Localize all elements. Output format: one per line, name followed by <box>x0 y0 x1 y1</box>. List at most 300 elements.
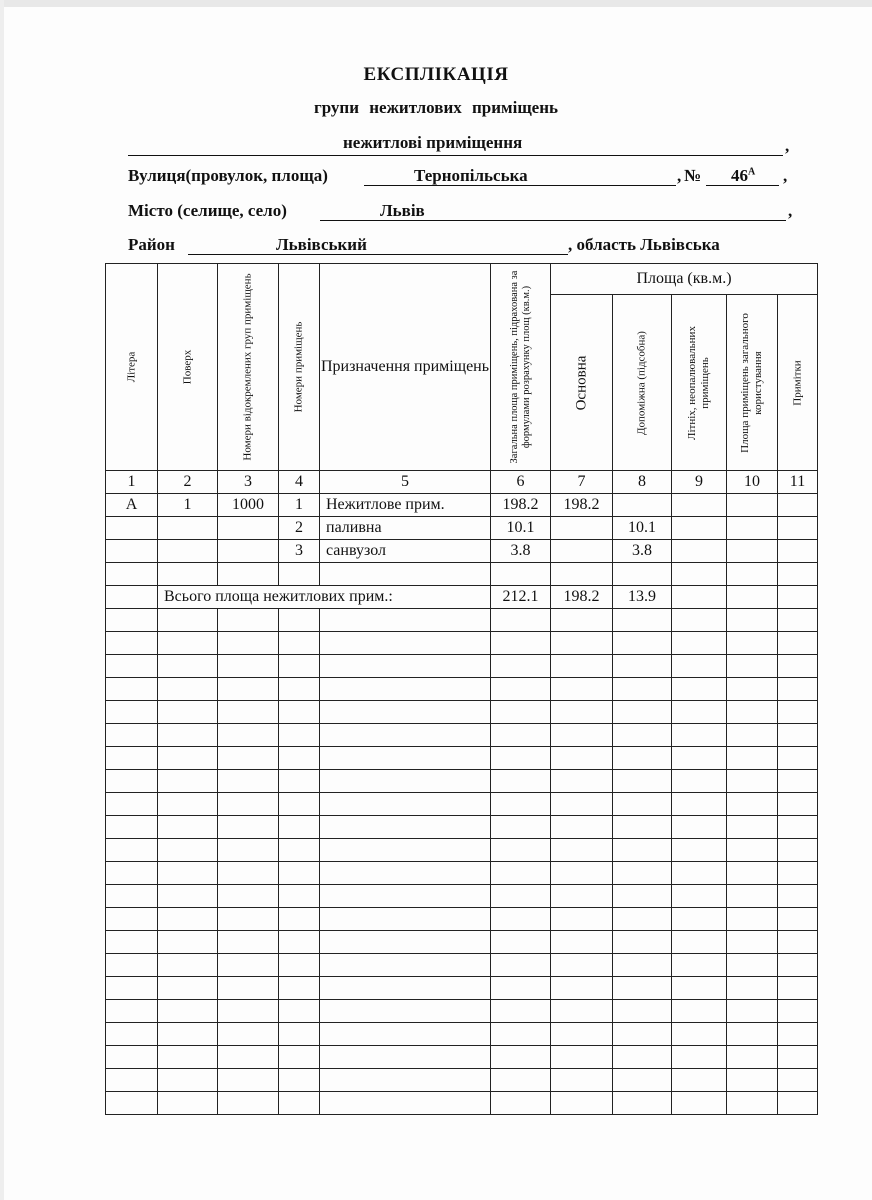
blank-row <box>106 908 818 931</box>
blank-cell <box>672 908 727 931</box>
blank-cell <box>727 632 778 655</box>
blank-cell <box>320 770 491 793</box>
blank-row <box>106 655 818 678</box>
blank-cell <box>218 678 279 701</box>
blank-cell <box>613 1092 672 1115</box>
blank-cell <box>727 724 778 747</box>
cell-purpose: паливна <box>320 517 491 540</box>
blank-cell <box>613 931 672 954</box>
blank-cell <box>106 632 158 655</box>
blank-cell <box>491 839 551 862</box>
blank-row <box>106 678 818 701</box>
cell-common-area <box>727 540 778 563</box>
blank-cell <box>106 862 158 885</box>
district-field <box>188 232 568 255</box>
blank-rows <box>106 609 818 1115</box>
header-floor-text: Поверх <box>181 349 193 385</box>
blank-row <box>106 977 818 1000</box>
blank-cell <box>778 816 818 839</box>
object-type-comma: , <box>785 136 790 155</box>
blank-cell <box>778 632 818 655</box>
blank-row <box>106 816 818 839</box>
blank-cell <box>320 977 491 1000</box>
blank-cell <box>491 701 551 724</box>
blank-cell <box>320 655 491 678</box>
blank-cell <box>778 954 818 977</box>
object-type-field <box>128 133 783 156</box>
cell-notes <box>778 494 818 517</box>
blank-cell <box>672 632 727 655</box>
blank-cell <box>158 793 218 816</box>
header-area-group: Площа (кв.м.) <box>551 264 818 295</box>
blank-cell <box>613 1000 672 1023</box>
blank-cell <box>778 1023 818 1046</box>
total-row <box>106 586 818 609</box>
blank-row <box>106 1092 818 1115</box>
blank-cell <box>218 655 279 678</box>
blank-cell <box>106 1046 158 1069</box>
blank-row <box>106 770 818 793</box>
blank-cell <box>491 770 551 793</box>
total-empty-cell <box>778 586 818 609</box>
total-aux-value: 13.9 <box>613 586 672 609</box>
blank-cell <box>778 1092 818 1115</box>
blank-cell <box>778 977 818 1000</box>
blank-cell <box>613 816 672 839</box>
column-number: 10 <box>727 471 778 494</box>
cell-common-area <box>727 517 778 540</box>
blank-cell <box>158 862 218 885</box>
blank-cell <box>320 678 491 701</box>
cell-aux-area <box>613 563 672 586</box>
blank-cell <box>672 793 727 816</box>
blank-cell <box>320 701 491 724</box>
blank-cell <box>491 1092 551 1115</box>
blank-cell <box>613 839 672 862</box>
district-value: Львівський <box>276 235 367 254</box>
blank-cell <box>613 655 672 678</box>
blank-cell <box>727 1092 778 1115</box>
blank-row <box>106 954 818 977</box>
document-title: ЕКСПЛІКАЦІЯ <box>363 64 509 85</box>
blank-cell <box>218 609 279 632</box>
blank-cell <box>727 1046 778 1069</box>
blank-cell <box>279 724 320 747</box>
blank-cell <box>320 816 491 839</box>
blank-cell <box>106 885 158 908</box>
blank-cell <box>279 655 320 678</box>
total-empty-cell <box>727 586 778 609</box>
blank-cell <box>218 747 279 770</box>
header-floor <box>158 264 218 471</box>
cell-total-area: 10.1 <box>491 517 551 540</box>
blank-cell <box>279 862 320 885</box>
blank-row <box>106 1023 818 1046</box>
blank-cell <box>279 632 320 655</box>
blank-cell <box>279 1000 320 1023</box>
blank-cell <box>727 1023 778 1046</box>
cell-room-number: 2 <box>279 517 320 540</box>
blank-cell <box>778 839 818 862</box>
blank-cell <box>106 839 158 862</box>
blank-row <box>106 839 818 862</box>
header-litera-text: Літера <box>125 351 137 383</box>
header-main-area <box>551 295 613 471</box>
blank-cell <box>158 770 218 793</box>
blank-cell <box>320 1069 491 1092</box>
cell-notes <box>778 517 818 540</box>
blank-cell <box>218 839 279 862</box>
blank-cell <box>778 931 818 954</box>
blank-cell <box>279 908 320 931</box>
header-notes <box>778 295 818 471</box>
blank-cell <box>551 632 613 655</box>
region-text: , область Львівська <box>568 235 720 254</box>
blank-cell <box>491 908 551 931</box>
street-label: Вулиця(провулок, площа) <box>128 166 328 185</box>
cell-litera: А <box>106 494 158 517</box>
blank-cell <box>613 1023 672 1046</box>
header-total-area-text: Загальна площа приміщень, підрахована за формулами розрахунку площ (кв.м.) <box>508 270 532 464</box>
blank-cell <box>672 862 727 885</box>
blank-cell <box>727 747 778 770</box>
cell-purpose: Нежитлове прим. <box>320 494 491 517</box>
blank-cell <box>672 816 727 839</box>
district-label: Район <box>128 235 175 254</box>
cell-aux-area <box>613 494 672 517</box>
blank-cell <box>218 770 279 793</box>
blank-cell <box>727 862 778 885</box>
blank-cell <box>613 1069 672 1092</box>
blank-cell <box>672 1046 727 1069</box>
number-superscript: А <box>748 166 756 178</box>
blank-cell <box>551 770 613 793</box>
cell-total-area: 3.8 <box>491 540 551 563</box>
blank-cell <box>672 931 727 954</box>
column-number: 11 <box>778 471 818 494</box>
blank-cell <box>727 977 778 1000</box>
blank-cell <box>491 609 551 632</box>
number-comma: , <box>783 166 788 185</box>
blank-cell <box>218 885 279 908</box>
cell-summer-area <box>672 563 727 586</box>
blank-cell <box>320 793 491 816</box>
header-group-numbers <box>218 264 279 471</box>
blank-cell <box>778 747 818 770</box>
blank-cell <box>158 1046 218 1069</box>
blank-cell <box>491 1069 551 1092</box>
explication-table <box>105 263 818 1115</box>
blank-cell <box>491 747 551 770</box>
cell-summer-area <box>672 494 727 517</box>
blank-cell <box>218 931 279 954</box>
blank-cell <box>613 678 672 701</box>
cell-notes <box>778 540 818 563</box>
column-number: 3 <box>218 471 279 494</box>
blank-cell <box>320 1000 491 1023</box>
blank-cell <box>106 770 158 793</box>
blank-cell <box>551 839 613 862</box>
blank-cell <box>106 793 158 816</box>
blank-cell <box>613 770 672 793</box>
cell-purpose: санвузол <box>320 540 491 563</box>
blank-cell <box>613 701 672 724</box>
header-summer-area-text: Літніх, неопалювальних приміщень <box>686 325 711 440</box>
blank-cell <box>320 954 491 977</box>
blank-cell <box>672 954 727 977</box>
header-litera <box>106 264 158 471</box>
blank-cell <box>551 655 613 678</box>
blank-cell <box>158 839 218 862</box>
blank-cell <box>551 724 613 747</box>
blank-cell <box>613 977 672 1000</box>
city-comma: , <box>788 201 793 220</box>
blank-cell <box>106 1092 158 1115</box>
blank-cell <box>158 1023 218 1046</box>
blank-cell <box>320 1092 491 1115</box>
blank-cell <box>158 609 218 632</box>
blank-cell <box>491 1023 551 1046</box>
blank-cell <box>158 885 218 908</box>
blank-cell <box>551 701 613 724</box>
blank-cell <box>672 1069 727 1092</box>
cell-aux-area: 3.8 <box>613 540 672 563</box>
blank-cell <box>672 839 727 862</box>
cell-floor: 1 <box>158 494 218 517</box>
street-value: Тернопільська <box>414 166 528 185</box>
blank-cell <box>320 885 491 908</box>
column-number: 4 <box>279 471 320 494</box>
blank-cell <box>106 655 158 678</box>
header-room-numbers-text: Номери приміщень <box>292 321 305 413</box>
blank-cell <box>158 724 218 747</box>
total-main-value: 198.2 <box>551 586 613 609</box>
blank-cell <box>672 747 727 770</box>
blank-cell <box>279 1046 320 1069</box>
column-number: 9 <box>672 471 727 494</box>
blank-cell <box>551 908 613 931</box>
cell-total-area: 198.2 <box>491 494 551 517</box>
blank-cell <box>727 1000 778 1023</box>
blank-cell <box>158 747 218 770</box>
blank-row <box>106 1069 818 1092</box>
blank-cell <box>778 655 818 678</box>
cell-notes <box>778 563 818 586</box>
blank-cell <box>279 793 320 816</box>
blank-cell <box>551 977 613 1000</box>
blank-cell <box>491 816 551 839</box>
blank-cell <box>158 954 218 977</box>
blank-row <box>106 632 818 655</box>
blank-cell <box>106 724 158 747</box>
blank-cell <box>279 977 320 1000</box>
header-aux-area-text: Допоміжна (підсобна) <box>635 330 648 435</box>
blank-cell <box>158 931 218 954</box>
blank-cell <box>279 1069 320 1092</box>
blank-cell <box>158 1069 218 1092</box>
blank-cell <box>279 701 320 724</box>
blank-cell <box>778 701 818 724</box>
blank-cell <box>158 1092 218 1115</box>
cell-floor <box>158 517 218 540</box>
blank-cell <box>551 1000 613 1023</box>
blank-cell <box>279 770 320 793</box>
blank-cell <box>106 1069 158 1092</box>
blank-cell <box>491 724 551 747</box>
blank-cell <box>551 862 613 885</box>
blank-cell <box>106 908 158 931</box>
total-empty-cell <box>672 586 727 609</box>
cell-room-number <box>279 563 320 586</box>
cell-main-area <box>551 517 613 540</box>
blank-cell <box>158 632 218 655</box>
blank-cell <box>778 908 818 931</box>
blank-cell <box>491 1046 551 1069</box>
blank-cell <box>218 701 279 724</box>
blank-cell <box>320 724 491 747</box>
blank-cell <box>551 931 613 954</box>
blank-cell <box>218 1069 279 1092</box>
blank-cell <box>279 931 320 954</box>
blank-cell <box>218 1000 279 1023</box>
blank-cell <box>218 793 279 816</box>
blank-cell <box>491 931 551 954</box>
blank-cell <box>218 977 279 1000</box>
cell-room-number: 3 <box>279 540 320 563</box>
blank-cell <box>320 1046 491 1069</box>
header-notes-text: Примітки <box>791 359 803 406</box>
cell-summer-area <box>672 540 727 563</box>
blank-cell <box>727 885 778 908</box>
blank-cell <box>279 885 320 908</box>
header-group-numbers-text: Номери відокремлених груп приміщень <box>241 273 254 461</box>
blank-cell <box>551 793 613 816</box>
blank-cell <box>551 1092 613 1115</box>
blank-cell <box>613 609 672 632</box>
blank-cell <box>778 609 818 632</box>
table-row <box>106 540 818 563</box>
blank-cell <box>778 885 818 908</box>
total-label: Всього площа нежитлових прим.: <box>158 586 491 609</box>
blank-cell <box>778 1069 818 1092</box>
blank-cell <box>551 1046 613 1069</box>
blank-cell <box>727 839 778 862</box>
blank-cell <box>727 701 778 724</box>
cell-floor <box>158 563 218 586</box>
blank-cell <box>491 632 551 655</box>
column-number-row <box>106 471 818 494</box>
blank-cell <box>778 793 818 816</box>
header-main-area-text: Основна <box>573 355 589 410</box>
blank-cell <box>158 678 218 701</box>
blank-cell <box>158 908 218 931</box>
blank-cell <box>106 609 158 632</box>
blank-cell <box>218 908 279 931</box>
cell-purpose <box>320 563 491 586</box>
blank-cell <box>106 977 158 1000</box>
blank-cell <box>158 655 218 678</box>
blank-cell <box>320 632 491 655</box>
blank-cell <box>158 701 218 724</box>
blank-cell <box>613 862 672 885</box>
city-field <box>320 198 786 221</box>
blank-cell <box>672 770 727 793</box>
cell-group-number <box>218 563 279 586</box>
blank-row <box>106 701 818 724</box>
blank-cell <box>106 678 158 701</box>
cell-main-area <box>551 540 613 563</box>
blank-cell <box>551 816 613 839</box>
blank-cell <box>672 724 727 747</box>
blank-cell <box>613 632 672 655</box>
cell-main-area <box>551 563 613 586</box>
blank-cell <box>320 839 491 862</box>
city-value: Львів <box>380 201 425 220</box>
blank-cell <box>672 977 727 1000</box>
blank-cell <box>727 1069 778 1092</box>
blank-row <box>106 724 818 747</box>
blank-cell <box>551 747 613 770</box>
blank-cell <box>551 954 613 977</box>
blank-cell <box>158 816 218 839</box>
blank-row <box>106 931 818 954</box>
header-purpose: Призначення приміщень <box>320 264 491 471</box>
column-number: 2 <box>158 471 218 494</box>
blank-cell <box>491 977 551 1000</box>
blank-cell <box>279 1023 320 1046</box>
scan-left-edge <box>0 0 4 1200</box>
blank-cell <box>613 747 672 770</box>
blank-cell <box>727 954 778 977</box>
blank-cell <box>672 701 727 724</box>
cell-floor <box>158 540 218 563</box>
blank-cell <box>778 1000 818 1023</box>
cell-summer-area <box>672 517 727 540</box>
blank-cell <box>613 724 672 747</box>
header-total-area <box>491 264 551 471</box>
blank-cell <box>218 1046 279 1069</box>
header-common-area <box>727 295 778 471</box>
cell-common-area <box>727 563 778 586</box>
street-field <box>364 163 676 186</box>
blank-cell <box>218 1023 279 1046</box>
cell-main-area: 198.2 <box>551 494 613 517</box>
number-label: № <box>684 166 702 185</box>
cell-group-number <box>218 540 279 563</box>
blank-cell <box>106 1023 158 1046</box>
blank-cell <box>551 1023 613 1046</box>
blank-cell <box>279 839 320 862</box>
blank-cell <box>218 724 279 747</box>
blank-cell <box>778 1046 818 1069</box>
blank-cell <box>727 770 778 793</box>
blank-cell <box>613 908 672 931</box>
number-value: 46 <box>731 166 748 185</box>
column-number: 7 <box>551 471 613 494</box>
column-number: 1 <box>106 471 158 494</box>
blank-cell <box>551 1069 613 1092</box>
header-aux-area <box>613 295 672 471</box>
total-area-value: 212.1 <box>491 586 551 609</box>
blank-cell <box>106 954 158 977</box>
blank-cell <box>672 1092 727 1115</box>
table-row <box>106 517 818 540</box>
blank-row <box>106 793 818 816</box>
street-comma: , <box>677 166 682 185</box>
cell-common-area <box>727 494 778 517</box>
column-number: 6 <box>491 471 551 494</box>
blank-cell <box>279 609 320 632</box>
